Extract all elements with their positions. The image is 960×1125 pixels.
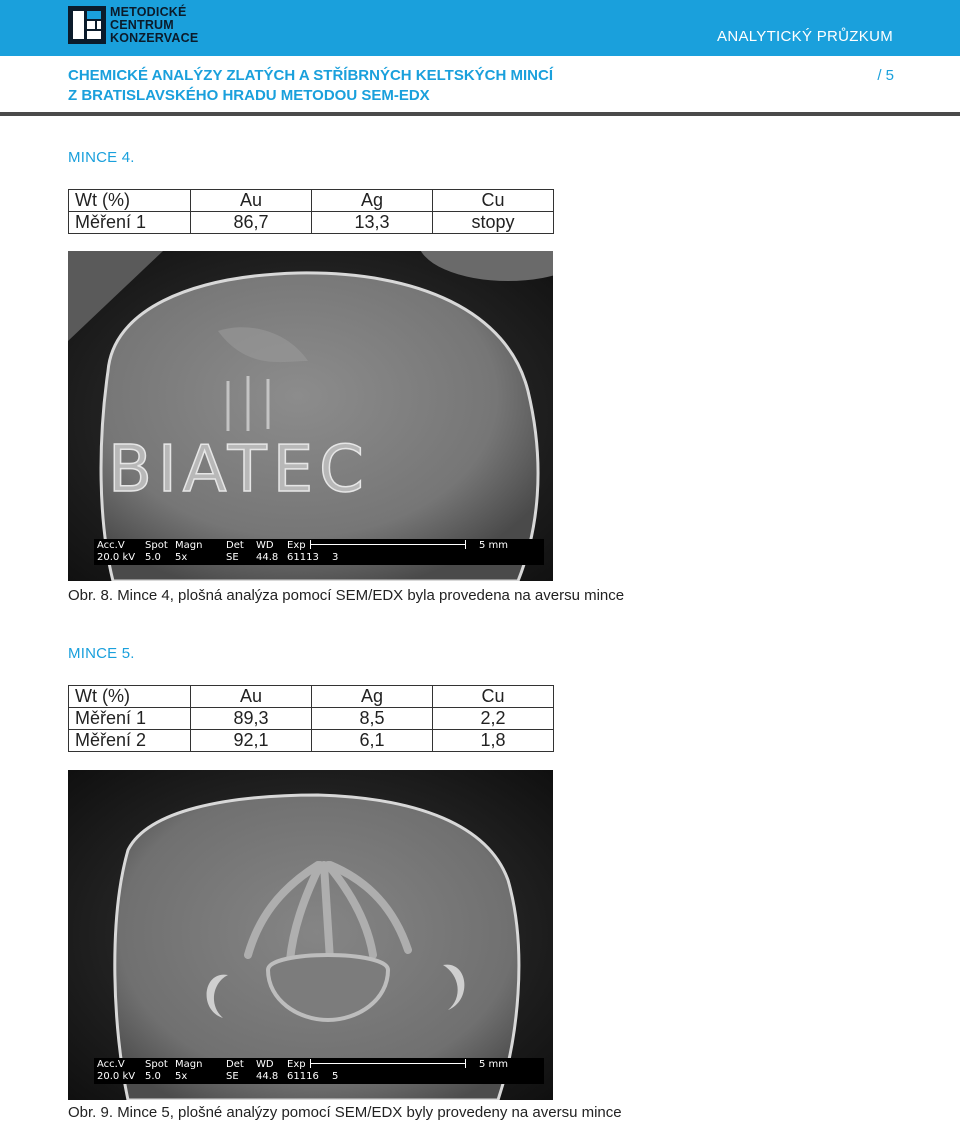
sem-label: Magn [175, 1059, 203, 1070]
figure-caption-8: Obr. 8. Mince 4, plošná analýza pomocí SEM/EDX byla provedena na aversu mince [68, 587, 625, 604]
sem-image-mince5 [68, 770, 553, 1100]
sem-value: 5.0 [145, 1071, 161, 1082]
logo-mark-icon [68, 6, 106, 44]
title-line-2: Z BRATISLAVSKÉHO HRADU METODOU SEM-EDX [68, 87, 430, 104]
table-header-cell: Ag [312, 190, 433, 212]
sem-label: Exp [287, 540, 306, 551]
table-row [69, 212, 554, 234]
sem-value: 5x [175, 552, 188, 563]
table-cell: 8,5 [312, 708, 433, 730]
coin-5-picture [68, 770, 553, 1100]
table-header-cell: Au [191, 190, 312, 212]
sem-value: 44.8 [256, 552, 279, 563]
sem-databar [94, 539, 544, 565]
mck-logo [68, 6, 198, 48]
sem-image-mince4 [68, 251, 553, 581]
scale-bar-tick [465, 1059, 466, 1068]
document-title [68, 66, 828, 106]
mince4-table [68, 189, 554, 234]
table-header-row [69, 686, 554, 708]
scale-label: 5 mm [479, 540, 509, 551]
sem-value: SE [226, 1071, 239, 1082]
table-cell: 89,3 [191, 708, 312, 730]
table-cell: Měření 1 [69, 212, 191, 234]
sem-label: WD [256, 540, 274, 551]
table-cell: stopy [433, 212, 554, 234]
table-row [69, 730, 554, 752]
mince4-heading: MINCE 4. [68, 149, 135, 166]
section-label: ANALYTICKÝ PRŮZKUM [717, 28, 893, 45]
figure-caption-9: Obr. 9. Mince 5, plošné analýzy pomocí SEM/EDX byly provedeny na aversu mince [68, 1104, 622, 1121]
logo-line-2: CENTRUM [110, 18, 174, 32]
scale-bar-tick [465, 540, 466, 549]
sem-databar [94, 1058, 544, 1084]
table-header-cell: Cu [433, 190, 554, 212]
table-header-cell: Ag [312, 686, 433, 708]
sem-value: 20.0 kV [97, 552, 136, 563]
coin-inscription: BIATEC [108, 433, 370, 507]
sem-label: Exp [287, 1059, 306, 1070]
sem-value: 20.0 kV [97, 1071, 136, 1082]
sem-value: 61116 [287, 1071, 319, 1082]
scale-bar-tick [310, 540, 311, 549]
table-cell: 13,3 [312, 212, 433, 234]
scale-label: 5 mm [479, 1059, 509, 1070]
scale-bar-tick [310, 1059, 311, 1068]
sem-value: 5x [175, 1071, 188, 1082]
sem-value: 5 [332, 1071, 339, 1082]
logo-text [110, 6, 198, 45]
sem-value: 61113 [287, 552, 319, 563]
table-header-cell: Wt (%) [69, 686, 191, 708]
scale-bar [310, 544, 466, 545]
sem-value: 44.8 [256, 1071, 279, 1082]
table-row [69, 708, 554, 730]
table-header-cell: Cu [433, 686, 554, 708]
table-cell: Měření 2 [69, 730, 191, 752]
sem-label: WD [256, 1059, 274, 1070]
page-number: / 5 [877, 67, 894, 84]
sem-label: Acc.V [97, 1059, 125, 1070]
table-cell: Měření 1 [69, 708, 191, 730]
table-cell: 6,1 [312, 730, 433, 752]
table-header-cell: Au [191, 686, 312, 708]
sem-label: Acc.V [97, 540, 125, 551]
sem-value: SE [226, 552, 239, 563]
sem-value: 5.0 [145, 552, 161, 563]
table-header-row [69, 190, 554, 212]
sem-label: Magn [175, 540, 203, 551]
sem-label: Spot [145, 1059, 168, 1070]
table-cell: 2,2 [433, 708, 554, 730]
sem-label: Det [226, 540, 244, 551]
mince5-table [68, 685, 554, 752]
sem-label: Spot [145, 540, 168, 551]
sem-value: 3 [332, 552, 339, 563]
table-header-cell: Wt (%) [69, 190, 191, 212]
table-cell: 86,7 [191, 212, 312, 234]
sem-label: Det [226, 1059, 244, 1070]
table-cell: 92,1 [191, 730, 312, 752]
mince5-heading: MINCE 5. [68, 645, 135, 662]
table-cell: 1,8 [433, 730, 554, 752]
scale-bar [310, 1063, 466, 1064]
coin-4-picture [68, 251, 553, 581]
title-line-1: CHEMICKÉ ANALÝZY ZLATÝCH A STŘÍBRNÝCH KELTSKÝCH MINCÍ [68, 67, 553, 84]
logo-line-1: METODICKÉ [110, 5, 187, 19]
header-divider [0, 112, 960, 116]
logo-line-3: KONZERVACE [110, 31, 199, 45]
header-bar [0, 0, 960, 56]
